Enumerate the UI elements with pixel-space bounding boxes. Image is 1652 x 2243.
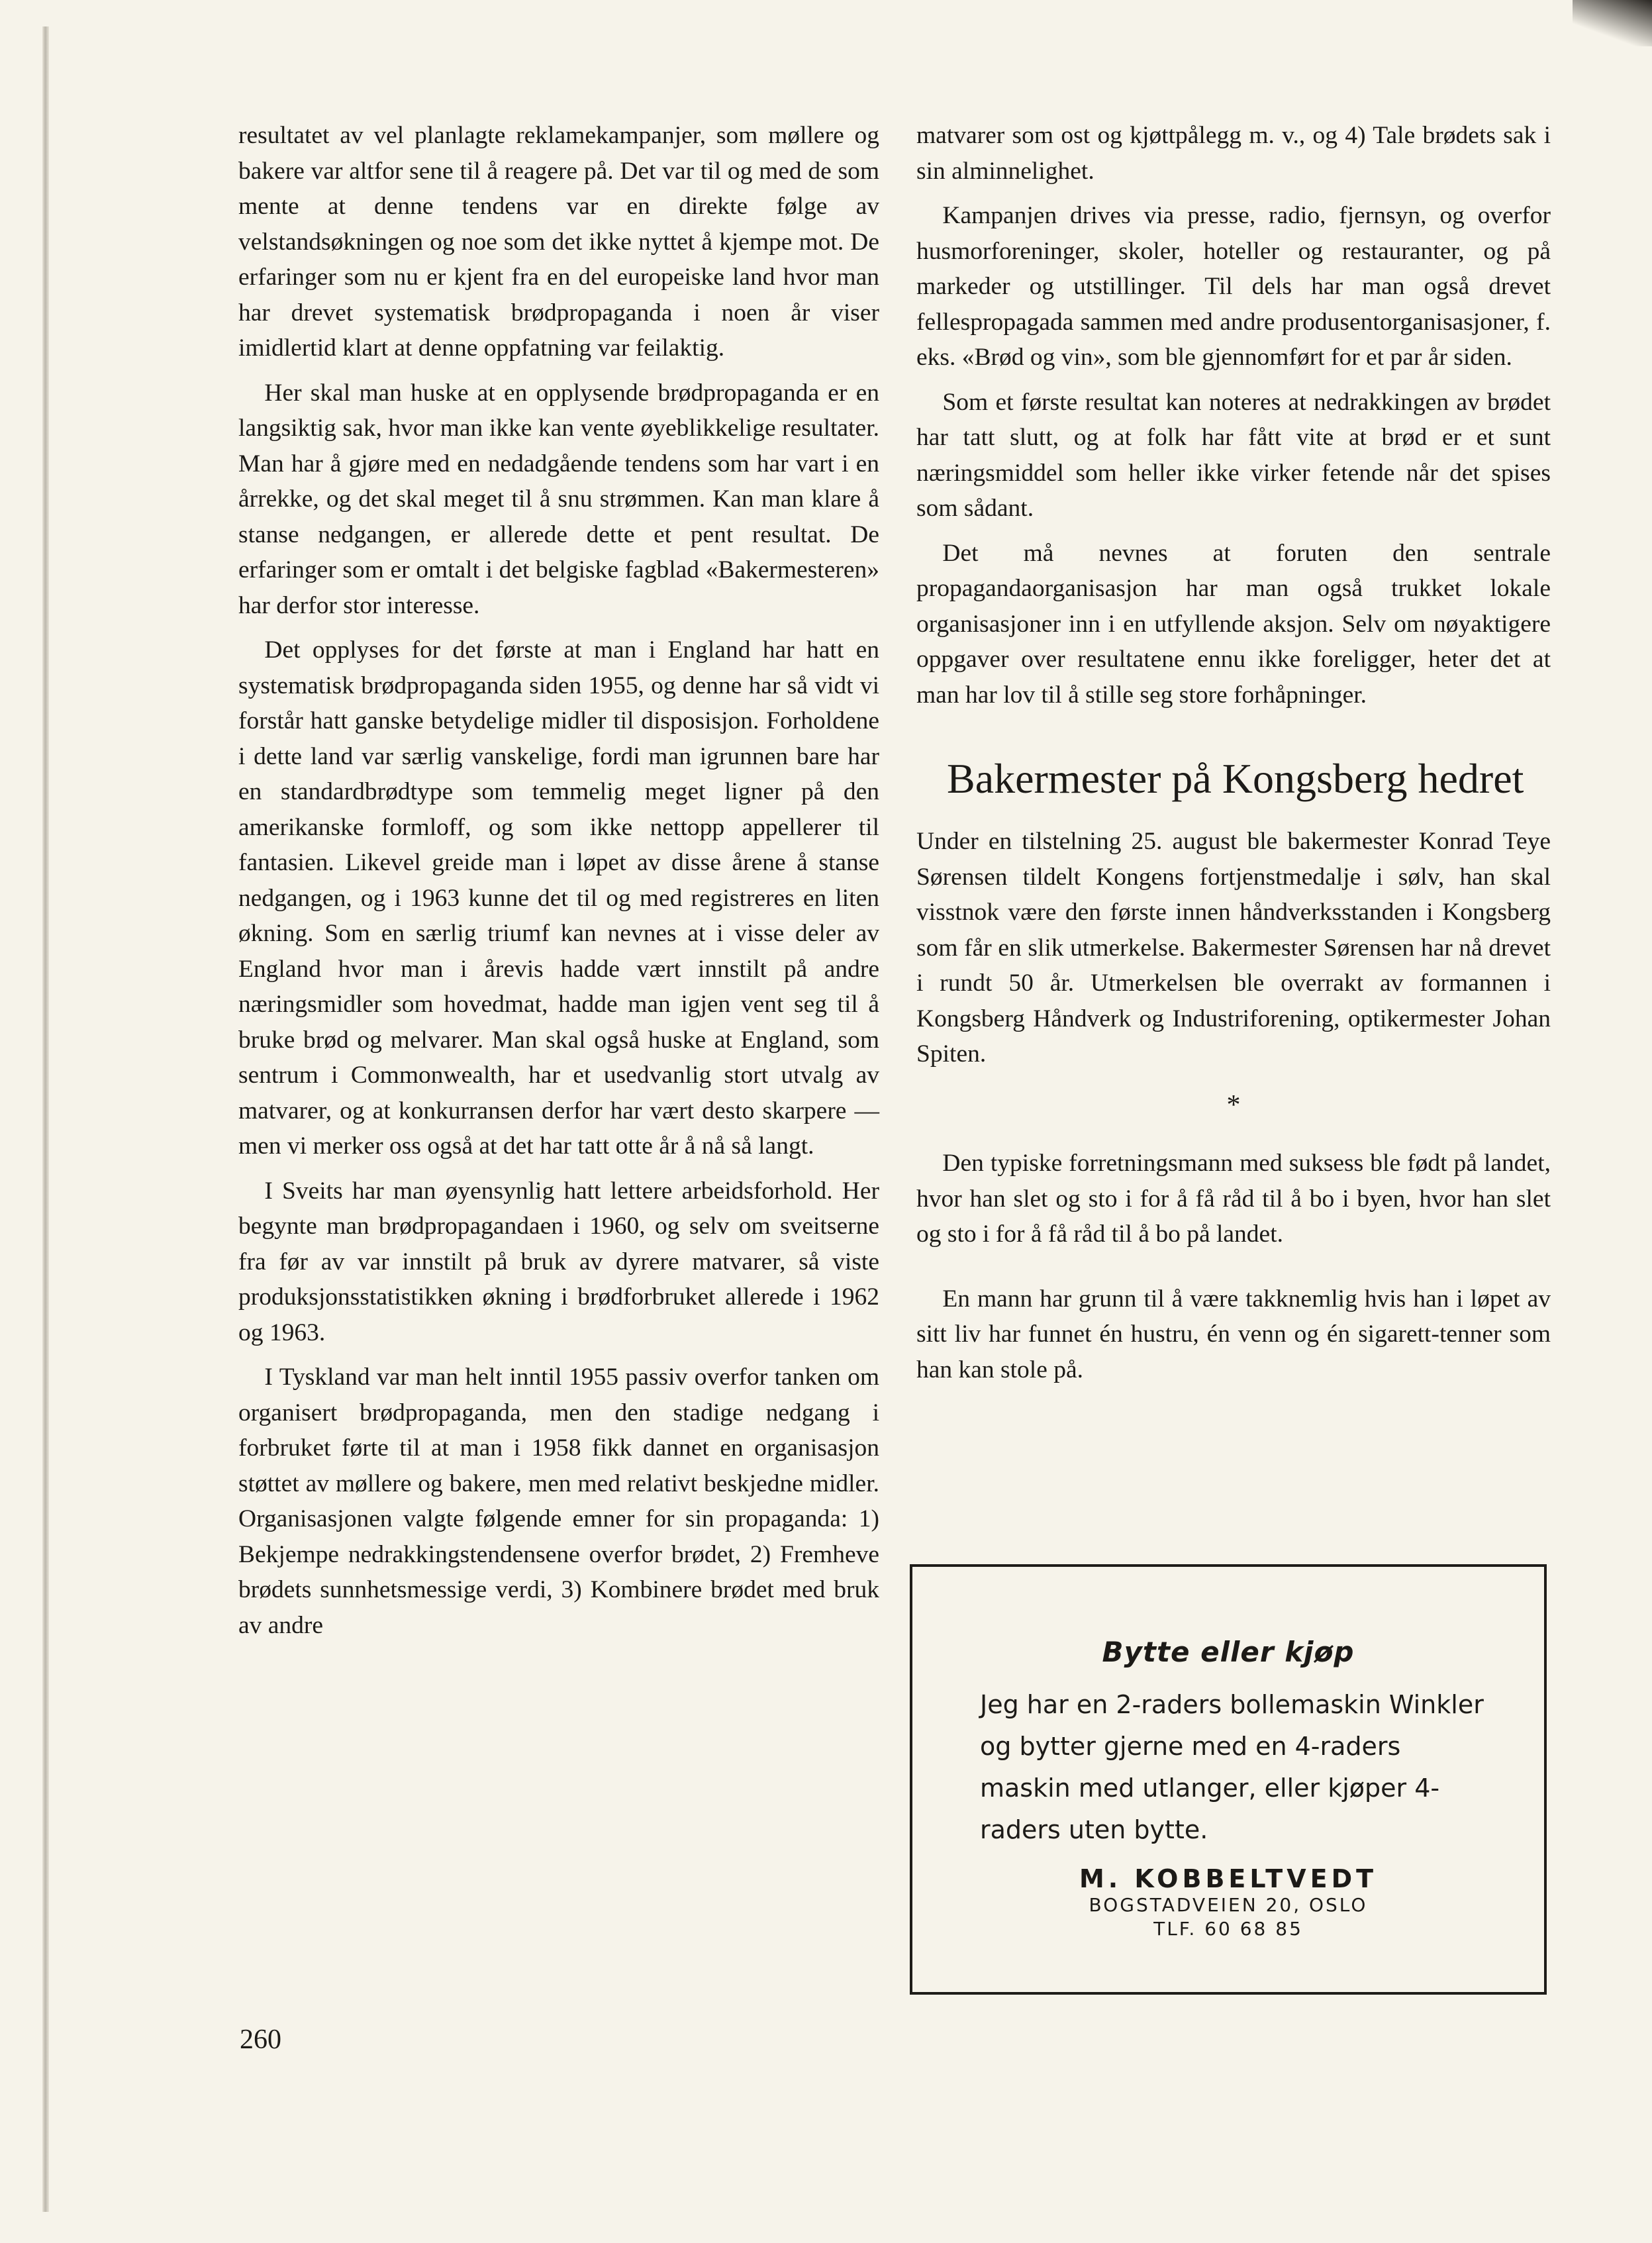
paragraph: I Sveits har man øyensynlig hatt lettere arbeidsforhold. Her begynte man brødpropagandaen i 1960, og selv om sveitserne fra før av var innstilt på bruk av dyrere matvarer, så viste produksjonsstatistikken økning i brødforbruket allerede i 1962 og 1963. (238, 1177, 879, 1346)
paragraph: matvarer som ost og kjøttpålegg m. v., og 4) Tale brødets sak i sin alminnelighet. (916, 122, 1551, 185)
paragraph: Som et første resultat kan noteres at nedrakkingen av brødet har tatt slutt, og at folk har fått vite at brød er et sunt næringsmiddel som heller ikke virker fetende når det spises som sådant. (916, 388, 1551, 522)
ad-advertiser-name: M. KOBBELTVEDT (1079, 1864, 1378, 1893)
ad-title: Bytte eller kjøp (1102, 1636, 1355, 1668)
page-spine (42, 26, 49, 2212)
article-text: Under en tilstelning 25. august ble bakermester Konrad Teye Sørensen tildelt Kongens fortjenstmedalje i sølv, han skal visstnok være den første innen håndverksstanden i Kongsberg som får en slik utmerkelse. Bakermester Sørensen har nå drevet i rundt 50 år. Utmerkelsen ble overrakt av formannen i Kongsberg Håndverk og Industriforening, optikermester Johan Spiten. (916, 828, 1551, 1068)
paragraph: I Tyskland var man helt inntil 1955 passiv overfor tanken om organisert brødpropaganda, men den stadige nedgang i forbruket førte til at man i 1958 fikk dannet en organisasjon støttet av møllere og bakere, men med relativt beskjedne midler. Organisasjonen valgte følgende emner for sin propaganda: 1) Bekjempe nedrakkingstendensene overfor brødet, 2) Fremheve brødets sunnhetsmessige verdi, 3) Kombinere brødet med bruk av andre (238, 1364, 879, 1639)
ad-text: Jeg har en 2-raders bollemaskin Winkler og bytter gjerne med en 4-raders maskin med utlanger, eller kjøper 4-raders uten bytte. (980, 1690, 1484, 1844)
anecdote: En mann har grunn til å være takknemlig hvis han i løpet av sitt liv har funnet én hustru, én venn og én sigarett-tenner som han kan stole på. (916, 1285, 1551, 1383)
section-heading: Bakermester på Kongsberg hedret (947, 755, 1524, 802)
anecdote: Den typiske forretningsmann med suksess ble født på landet, hvor han slet og sto i for å få råd til å bo i byen, hvor han slet og sto i for å få råd til å bo på landet. (916, 1150, 1551, 1248)
paragraph: resultatet av vel planlagte reklamekampanjer, som møllere og bakere var altfor sene til å reagere på. Det var til og med de som mente at denne tendens var en direkte følge av velstandsøkningen og noe som det ikke nyttet å kjempe mot. De erfaringer som nu er kjent fra en del europeiske land hvor man har drevet systematisk brødpropaganda i noen år viser imidlertid klart at denne oppfatning var feilaktig. (238, 122, 879, 362)
left-column (238, 118, 879, 1652)
ad-phone: TLF. 60 68 85 (1153, 1918, 1303, 1940)
classified-ad (910, 1564, 1547, 1995)
paragraph: Kampanjen drives via presse, radio, fjernsyn, og overfor husmorforeninger, skoler, hoteller og restauranter, og på markeder og utstillinger. Til dels har man også drevet fellespropagada sammen med andre produsentorganisasjoner, f. eks. «Brød og vin», som ble gjennomført for et par år siden. (916, 202, 1551, 371)
page-number: 260 (240, 2024, 281, 2055)
corner-shadow (1573, 0, 1652, 46)
right-column (916, 118, 1551, 1397)
paragraph: Det må nevnes at foruten den sentrale propagandaorganisasjon har man også trukket lokale organisasjoner inn i en utfyllende aksjon. Selv om nøyaktigere oppgaver over resultatene ennu ikke foreligger, heter det at man har lov til å stille seg store forhåpninger. (916, 539, 1551, 709)
section-separator: * (1226, 1089, 1241, 1121)
paragraph: Her skal man huske at en opplysende brødpropaganda er en langsiktig sak, hvor man ikke kan vente øyeblikkelige resultater. Man har å gjøre med en nedadgående tendens som har vart i en årrekke, og det skal meget til å snu strømmen. Kan man klare å stanse nedgangen, er allerede dette et pent resultat. De erfaringer som er omtalt i det belgiske fagblad «Bakermesteren» har derfor stor interesse. (238, 379, 879, 619)
ad-address: BOGSTADVEIEN 20, OSLO (1089, 1894, 1368, 1916)
paragraph: Det opplyses for det første at man i England har hatt en systematisk brødpropaganda siden 1955, og denne har så vidt vi forstår hatt ganske betydelige midler til disposisjon. Forholdene i dette land var særlig vanskelige, fordi man igrunnen bare har en standardbrødtype som temmelig meget ligner på den amerikanske formloff, og som ikke nettopp appellerer til fantasien. Likevel greide man i løpet av disse årene å stanse nedgangen, og i 1963 kunne det til og med registreres en liten økning. Som en særlig triumf kan nevnes at i visse deler av England hvor man i årevis hadde vært innstilt på andre næringsmidler som hovedmat, hadde man igjen vent seg til å bruke brød og melvarer. Man skal også huske at England, som sentrum i Commonwealth, har et usedvanlig stort utvalg av matvarer, og at konkurransen derfor har vært desto skarpere — men vi merker oss også at det har tatt otte år å nå så langt. (238, 636, 879, 1160)
